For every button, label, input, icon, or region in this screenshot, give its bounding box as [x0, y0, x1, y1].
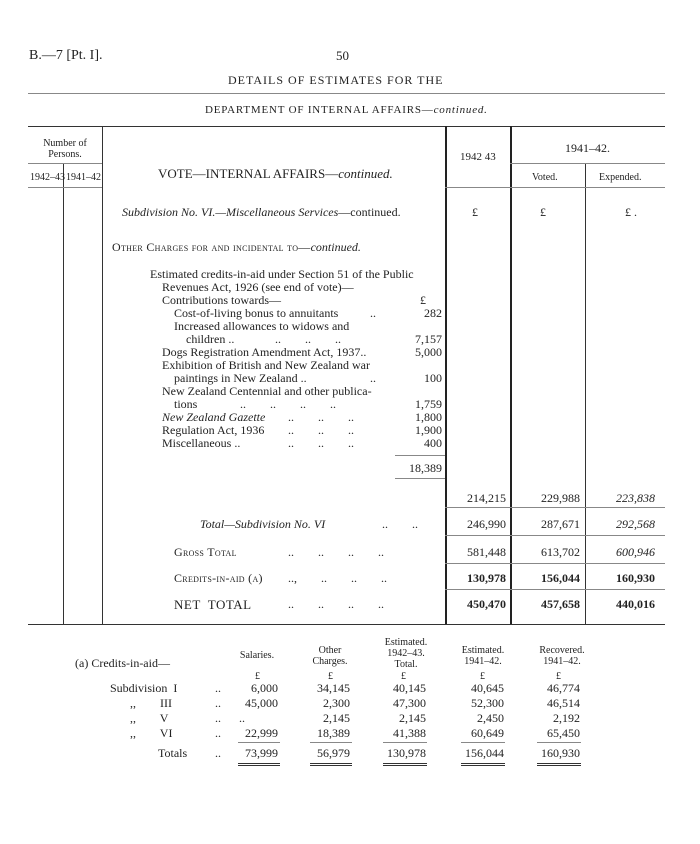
- footnote-row-name: ,, V: [130, 711, 169, 725]
- item-dots: .. .. ..: [288, 423, 354, 437]
- item-text: Revenues Act, 1926 (see end of vote)—: [162, 280, 354, 294]
- footnote-currency: £: [556, 671, 561, 682]
- footnote-row-dots: ..: [215, 681, 221, 695]
- item-value: 400: [424, 436, 442, 450]
- footnote-cell: 2,145: [323, 711, 350, 725]
- item-text: tions: [174, 397, 198, 411]
- footnote-cell: 18,389: [317, 726, 350, 740]
- gross-total-label: Gross Total: [174, 545, 237, 559]
- double-rule: [238, 763, 280, 766]
- total-expended: 292,568: [616, 517, 655, 531]
- net-total-voted: 457,658: [541, 597, 580, 611]
- rule: [445, 535, 665, 536]
- previous-year-header: 1941–42.: [565, 141, 610, 155]
- item-text: Miscellaneous ..: [162, 436, 241, 450]
- item-value: 1,900: [415, 423, 442, 437]
- footnote-cell: 65,450: [547, 726, 580, 740]
- page-title: DETAILS OF ESTIMATES FOR THE: [228, 73, 444, 87]
- total-dots: .. .. .. ..: [288, 597, 384, 611]
- page-subtitle: DEPARTMENT OF INTERNAL AFFAIRS—continued.: [205, 104, 488, 116]
- total-voted: 287,671: [541, 517, 580, 531]
- rule: [28, 163, 102, 164]
- footnote-currency: £: [328, 671, 333, 682]
- rule: [28, 187, 102, 188]
- footnote-total-cell: 130,978: [387, 746, 426, 760]
- estimate-year-header: 1942 43: [460, 151, 496, 163]
- footnote-total-cell: 156,044: [465, 746, 504, 760]
- net-total-label: NET TOTAL: [174, 597, 252, 612]
- total-dots: .. ..: [382, 517, 418, 531]
- rule: [510, 163, 665, 164]
- item-value: 282: [424, 306, 442, 320]
- footnote-cell: 47,300: [393, 696, 426, 710]
- report-reference: B.—7 [Pt. I].: [29, 48, 103, 63]
- currency-estimate: £: [472, 205, 478, 219]
- footnote-head-est-prev: Estimated. 1941–42.: [461, 645, 505, 667]
- gross-total-estimate: 581,448: [467, 545, 506, 559]
- item-value: 5,000: [415, 345, 442, 359]
- item-dots: .. .. ..: [275, 332, 341, 346]
- voted-header: Voted.: [532, 172, 558, 183]
- subtotal-estimate: 214,215: [467, 491, 506, 505]
- double-rule: [461, 763, 505, 766]
- footnote-cell: 34,145: [317, 681, 350, 695]
- item-dots: .. .. ..: [288, 410, 354, 424]
- footnote-row-name: Subdivision I: [110, 681, 178, 695]
- footnote-cell: 46,514: [547, 696, 580, 710]
- item-text: Regulation Act, 1936: [162, 423, 265, 437]
- persons-year-2: 1941–42: [66, 172, 101, 183]
- footnote-total-cell: 56,979: [317, 746, 350, 760]
- item-text: Estimated credits-in-aid under Section 51 of the Public: [150, 267, 414, 281]
- footnote-cell: 40,145: [393, 681, 426, 695]
- footnote-cell: 2,145: [399, 711, 426, 725]
- credits-in-aid-label: Credits-in-aid (a): [174, 571, 263, 585]
- footnote-currency: £: [401, 671, 406, 682]
- rule: [395, 478, 445, 479]
- item-value: 1,759: [415, 397, 442, 411]
- rule: [537, 742, 581, 743]
- subtotal-voted: 229,988: [541, 491, 580, 505]
- double-rule: [537, 763, 581, 766]
- rule: [445, 563, 665, 564]
- double-rule: [383, 763, 427, 766]
- item-text: Cost-of-living bonus to annuitants: [174, 306, 339, 320]
- vote-heading: VOTE—INTERNAL AFFAIRS—continued.: [158, 166, 393, 181]
- footnote-cell: 2,300: [323, 696, 350, 710]
- currency-expended: £ .: [625, 205, 637, 219]
- currency-voted: £: [540, 205, 546, 219]
- credits-in-aid-estimate: 130,978: [467, 571, 506, 585]
- col-divider: [63, 163, 64, 624]
- item-text: children ..: [186, 332, 235, 346]
- footnote-cell: 22,999: [245, 726, 278, 740]
- gross-total-expended: 600,946: [616, 545, 655, 559]
- footnote-cell: 2,192: [553, 711, 580, 725]
- total-dots: .. .. .. ..: [288, 545, 384, 559]
- rule: [445, 589, 665, 590]
- footnote-cell: 46,774: [547, 681, 580, 695]
- footnote-cell: 52,300: [471, 696, 504, 710]
- footnote-cell: 45,000: [245, 696, 278, 710]
- expended-header: Expended.: [599, 172, 642, 183]
- rule: [445, 507, 665, 508]
- table-top-rule: [28, 126, 665, 127]
- item-text: Contributions towards—: [162, 293, 281, 307]
- footnote-total-cell: 160,930: [541, 746, 580, 760]
- footnote-label: (a) Credits-in-aid—: [75, 656, 170, 670]
- rule: [383, 742, 427, 743]
- subdivision-heading: Subdivision No. VI.—Miscellaneous Services—continued.: [122, 205, 401, 219]
- col-divider: [102, 126, 103, 624]
- footnote-total-cell: 73,999: [245, 746, 278, 760]
- net-total-expended: 440,016: [616, 597, 655, 611]
- footnote-head-recovered: Recovered. 1941–42.: [539, 645, 585, 667]
- footnote-cell: 41,388: [393, 726, 426, 740]
- item-text: New Zealand Centennial and other publica-: [162, 384, 372, 398]
- item-value: 7,157: [415, 332, 442, 346]
- footnote-currency: £: [480, 671, 485, 682]
- item-text: paintings in New Zealand ..: [174, 371, 307, 385]
- rule: [28, 93, 665, 94]
- footnote-cell: 2,450: [477, 711, 504, 725]
- footnote-row-name: ,, III: [130, 696, 172, 710]
- footnote-cell: 60,649: [471, 726, 504, 740]
- footnote-row-dots: ..: [215, 726, 221, 740]
- rule: [310, 742, 352, 743]
- footnote-cell: 6,000: [251, 681, 278, 695]
- footnote-row-name: ,, VI: [130, 726, 173, 740]
- rule: [395, 455, 445, 456]
- table-bottom-rule: [28, 624, 665, 625]
- footnote-row-dots: ..: [215, 696, 221, 710]
- persons-header: Number of Persons.: [43, 138, 87, 160]
- subtotal-expended: 223,838: [616, 491, 655, 505]
- footnote-head-est-total: Estimated. 1942–43. Total.: [384, 637, 428, 670]
- footnote-currency: £: [255, 671, 260, 682]
- credits-in-aid-expended: 160,930: [616, 571, 655, 585]
- other-charges-heading: Other Charges for and incidental to—continued.: [112, 240, 361, 254]
- total-estimate: 246,990: [467, 517, 506, 531]
- rule: [238, 742, 280, 743]
- item-currency: £: [420, 293, 426, 307]
- item-value: 1,800: [415, 410, 442, 424]
- item-value: 100: [424, 371, 442, 385]
- footnote-head-salaries: Salaries.: [239, 650, 275, 661]
- footnote-head-other: Other Charges.: [312, 645, 348, 667]
- item-dots: .. .. ..: [288, 436, 354, 450]
- rule: [445, 187, 665, 188]
- gross-total-voted: 613,702: [541, 545, 580, 559]
- page-number: 50: [336, 48, 349, 63]
- item-text: Increased allowances to widows and: [174, 319, 350, 333]
- footnote-cell: 40,645: [471, 681, 504, 695]
- total-label: Total—Subdivision No. VI: [200, 517, 326, 531]
- rule: [461, 742, 505, 743]
- net-total-estimate: 450,470: [467, 597, 506, 611]
- footnote-row-dots: ..: [215, 746, 221, 760]
- item-dots: .. .. .. ..: [240, 397, 336, 411]
- persons-year-1: 1942–43: [30, 172, 65, 183]
- col-divider: [585, 163, 586, 624]
- items-sum: 18,389: [409, 461, 442, 475]
- item-dots: ..: [370, 371, 376, 385]
- col-divider: [445, 126, 447, 624]
- item-text: Dogs Registration Amendment Act, 1937..: [162, 345, 367, 359]
- col-divider: [510, 126, 512, 624]
- footnote-row-dots: .. ..: [215, 711, 245, 725]
- credits-in-aid-voted: 156,044: [541, 571, 580, 585]
- item-text: Exhibition of British and New Zealand war: [162, 358, 370, 372]
- double-rule: [310, 763, 352, 766]
- item-text: New Zealand Gazette: [162, 410, 266, 424]
- item-dots: ..: [370, 306, 376, 320]
- total-dots: .., .. .. ..: [288, 571, 387, 585]
- footnote-total-name: Totals: [158, 746, 188, 760]
